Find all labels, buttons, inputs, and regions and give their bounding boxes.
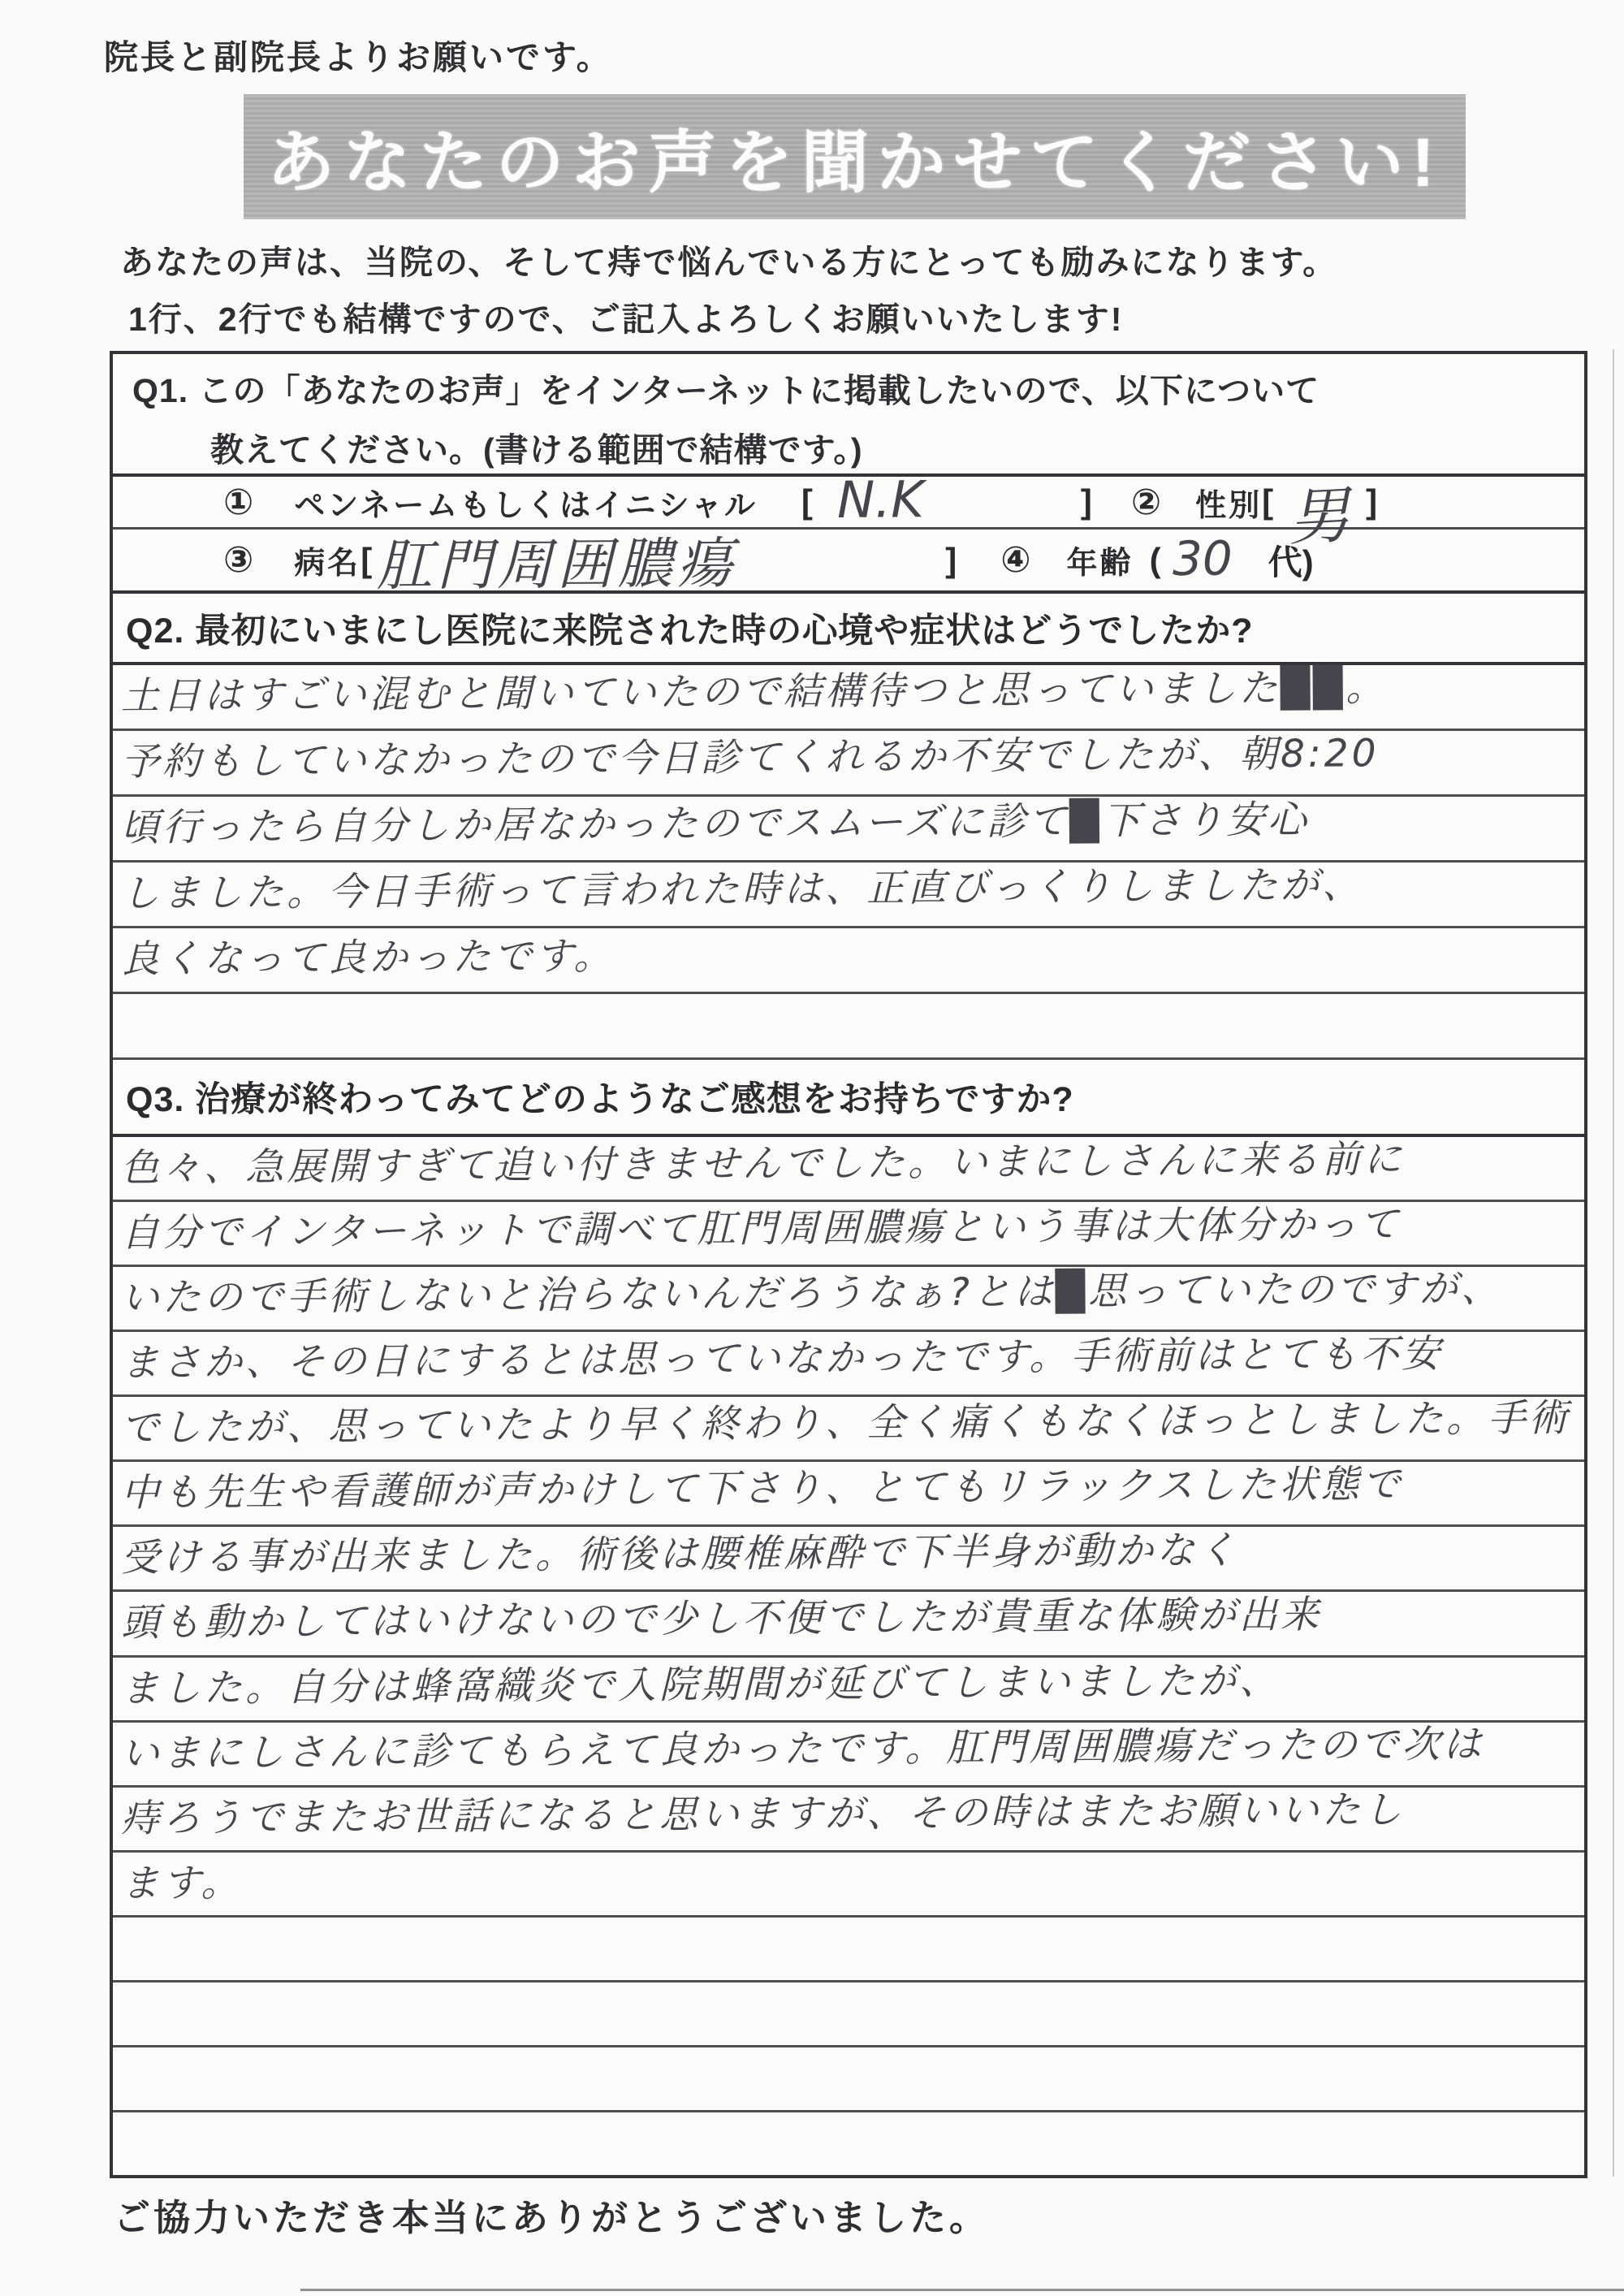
q2-answer-line (113, 797, 1584, 863)
q3-answer-line (113, 1788, 1584, 1853)
age-value: 30 (1172, 530, 1233, 586)
gender-bracket-close: ] (1366, 482, 1378, 521)
q3-answer-line (113, 1267, 1584, 1332)
q3-answer-text: でしたが、思っていたより早く終わり、全く痛くもなくほっとしました。手術 (120, 1395, 1571, 1451)
disease-label: 病名 (294, 547, 361, 581)
q3-answer-line (113, 2047, 1584, 2112)
q3-answer-line (113, 1397, 1584, 1462)
q1-heading (113, 354, 1584, 477)
disease-value: 肛門周囲膿瘍 (377, 531, 738, 599)
q2-heading: Q2. 最初にいまにし医院に来院された時の心境や症状はどうでしたか? (113, 594, 1584, 665)
banner (244, 94, 1466, 219)
q3-answer-text: 色々、急展開すぎて追い付きませんでした。いまにしさんに来る前に (120, 1136, 1406, 1191)
q2-answer-line (113, 928, 1584, 994)
q1-heading-line2: 教えてください。(書ける範囲で結構です。) (210, 431, 863, 469)
q3-answer-line (113, 1918, 1584, 1983)
q3-heading: Q3. 治療が終わってみてどのようなご感想をお持ちですか? (113, 1060, 1584, 1137)
field-number-3: ③ (223, 540, 254, 580)
pen-name-bracket-open: [ (801, 482, 813, 521)
scan-bottom-artifact (300, 2289, 1624, 2291)
q3-answer-line (113, 1332, 1584, 1397)
q1-heading-line1: Q1. この「あなたのお声」をインターネットに掲載したいので、以下について (132, 372, 1320, 409)
q2-answer-line (113, 863, 1584, 928)
field-number-1: ① (223, 482, 254, 522)
pen-name-label: ペンネームもしくはイニシャル (294, 488, 758, 523)
gender-bracket-open: [ (1262, 482, 1274, 521)
q3-answer-text: 自分でインターネットで調べて肛門周囲膿瘍という事は大体分かって (120, 1202, 1402, 1256)
q2-answer-text: 頃行ったら自分しか居なかったのでスムーズに診て█下さり安心 (120, 797, 1310, 850)
q3-answer-line (113, 2112, 1584, 2175)
q3-answer-text: 頭も動かしてはいけないので少し不便でしたが貴重な体験が出来 (120, 1593, 1323, 1646)
age-bracket-open: ( (1149, 540, 1161, 579)
q3-answer-line (113, 1592, 1584, 1657)
q3-answer-text: いたので手術しないと治らないんだろうなぁ?とは█思っていたのですが、 (120, 1266, 1503, 1321)
scan-edge-artifact (1613, 349, 1614, 2177)
age-bracket-close: 代) (1268, 543, 1314, 582)
pen-name-value: N.K (836, 469, 924, 530)
q3-answer-text: いまにしさんに診てもらえて良かったです。肛門周囲膿瘍だったので次は (120, 1721, 1485, 1776)
q3-answer-line (113, 1723, 1584, 1788)
field-number-2: ② (1130, 482, 1162, 522)
disease-bracket-open: [ (361, 540, 373, 579)
pen-name-bracket-close: ] (1080, 482, 1092, 521)
q2-answer-line (113, 994, 1584, 1060)
q1-fields-row-2 (113, 530, 1584, 599)
q3-answer-line (113, 1137, 1584, 1202)
q3-answer-text: 痔ろうでまたお世話になると思いますが、その時はまたお願いいたし (120, 1787, 1406, 1841)
q3-answer-line (113, 1658, 1584, 1723)
q3-answer-line (113, 1853, 1584, 1918)
survey-form-box (110, 351, 1587, 2178)
intro-line-2: 1行、2行でも結構ですので、ご記入よろしくお願いいたします! (128, 301, 1124, 338)
q2-answer-text: しました。今日手術って言われた時は、正直びっくりしましたが、 (120, 863, 1364, 916)
q3-answer-text: 中も先生や看護師が声かけして下さり、とてもリラックスした状態で (120, 1462, 1404, 1516)
q2-answer-text: 予約もしていなかったので今日診てくれるか不安でしたが、朝8:20 (120, 731, 1380, 785)
q2-answer-line (113, 665, 1584, 731)
gender-value: 男 (1286, 478, 1352, 554)
field-number-4: ④ (1000, 540, 1031, 580)
q3-answer-line (113, 1462, 1584, 1527)
q3-answer-text: ます。 (120, 1860, 243, 1906)
q3-answer-text: まさか、その日にするとは思っていなかったです。手術前はとても不安 (120, 1331, 1444, 1386)
intro-line-1: あなたの声は、当院の、そして痔で悩んでいる方にとっても励みになります。 (120, 244, 1338, 281)
gender-label: 性別 (1195, 488, 1263, 523)
q3-answer-line (113, 1202, 1584, 1267)
q2-answer-line (113, 731, 1584, 797)
q3-answer-text: 受ける事が出来ました。術後は腰椎麻酔で下半身が動かなく (120, 1528, 1240, 1581)
footer-thanks: ご協力いただき本当にありがとうございました。 (114, 2197, 990, 2238)
age-label: 年齢 (1066, 547, 1134, 581)
q2-answer-text: 土日はすごい混むと聞いていたので結構待つと思っていました██。 (120, 665, 1388, 719)
q3-answer-line (113, 1527, 1584, 1592)
q3-answer-line (113, 1983, 1584, 2047)
q2-answer-text: 良くなって良かったです。 (120, 933, 615, 982)
disease-bracket-close: ] (945, 540, 957, 579)
banner-title: あなたのお声を聞かせてください! (266, 123, 1443, 201)
director-request-note: 院長と副院長よりお願いです。 (104, 38, 613, 76)
q3-answer-text: ました。自分は蜂窩織炎で入院期間が延びてしまいましたが、 (120, 1658, 1281, 1711)
